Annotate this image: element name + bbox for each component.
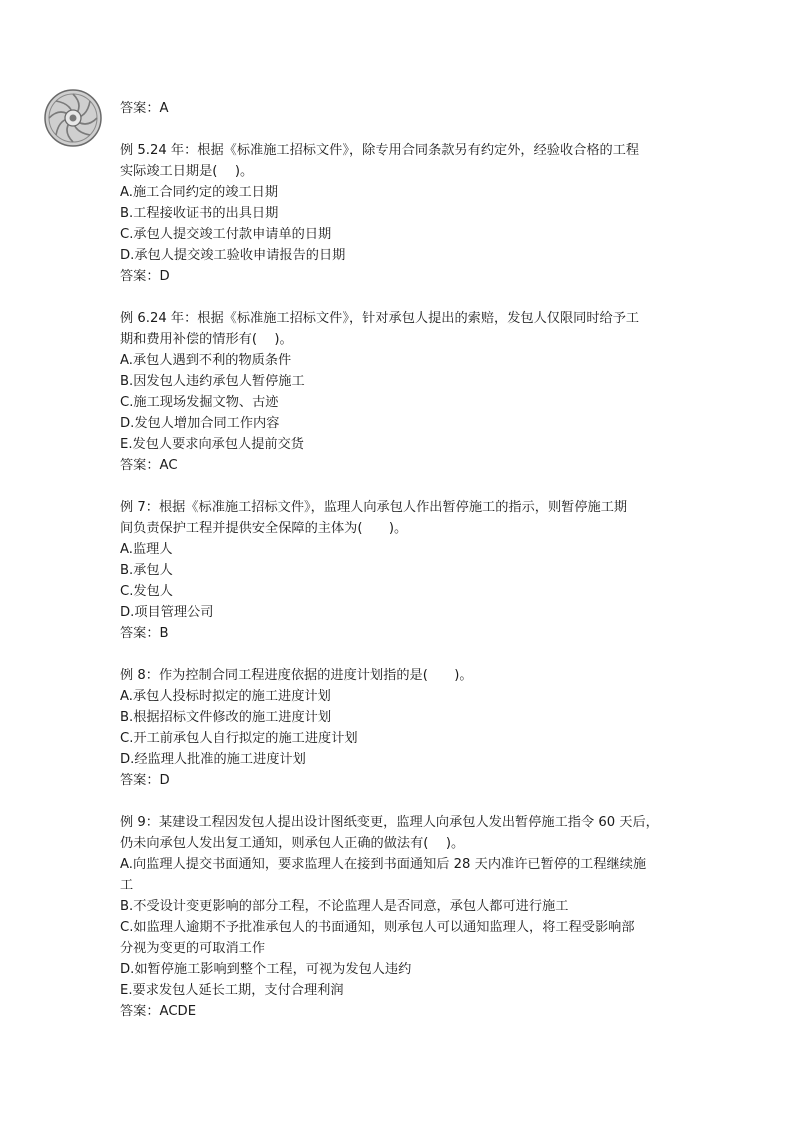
option-item: B.因发包人违约承包人暂停施工 <box>120 374 305 389</box>
option-item: A.监理人 <box>120 542 173 557</box>
option-item: E.要求发包人延长工期，支付合理利润 <box>120 983 344 998</box>
question-stem: 实际竣工日期是( )。 <box>120 164 254 179</box>
option-item: D.如暂停施工影响到整个工程，可视为发包人违约 <box>120 962 412 977</box>
question-stem: 期和费用补偿的情形有( )。 <box>120 332 293 347</box>
option-item: B.工程接收证书的出具日期 <box>120 206 279 221</box>
question-block <box>120 812 690 1022</box>
option-item: D.承包人提交竣工验收申请报告的日期 <box>120 248 346 263</box>
question-block <box>120 665 690 791</box>
question-block <box>120 497 690 644</box>
question-stem: 例 7：根据《标准施工招标文件》，监理人向承包人作出暂停施工的指示，则暂停施工期 <box>120 500 628 515</box>
option-item: A.承包人投标时拟定的施工进度计划 <box>120 689 331 704</box>
answer-text: 答案：AC <box>120 458 178 473</box>
answer-text: 答案：D <box>120 269 170 284</box>
option-item: D.发包人增加合同工作内容 <box>120 416 280 431</box>
option-item: B.根据招标文件修改的施工进度计划 <box>120 710 332 725</box>
answer-text: 答案：D <box>120 773 170 788</box>
option-item: C.如监理人逾期不予批准承包人的书面通知，则承包人可以通知监理人，将工程受影响部 <box>120 920 635 935</box>
question-stem: 例 8：作为控制合同工程进度依据的进度计划指的是( )。 <box>120 668 473 683</box>
answer-text: 答案：A <box>120 101 169 116</box>
option-item: 工 <box>120 878 134 893</box>
answer-text: 答案：ACDE <box>120 1004 197 1019</box>
question-stem: 例 5.24 年：根据《标准施工招标文件》，除专用合同条款另有约定外，经验收合格的工程 <box>120 143 640 158</box>
option-item: B.承包人 <box>120 563 173 578</box>
option-item: C.施工现场发掘文物、古迹 <box>120 395 279 410</box>
option-item: A.施工合同约定的竣工日期 <box>120 185 279 200</box>
seal-logo-icon <box>43 88 103 148</box>
option-item: B.不受设计变更影响的部分工程，不论监理人是否同意，承包人都可进行施工 <box>120 899 569 914</box>
option-item: E.发包人要求向承包人提前交货 <box>120 437 304 452</box>
question-stem: 间负责保护工程并提供安全保障的主体为( )。 <box>120 521 408 536</box>
document-body <box>120 98 690 1022</box>
option-item: C.承包人提交竣工付款申请单的日期 <box>120 227 332 242</box>
option-item: D.经监理人批准的施工进度计划 <box>120 752 306 767</box>
answer-text: 答案：B <box>120 626 169 641</box>
question-stem: 仍未向承包人发出复工通知，则承包人正确的做法有( )。 <box>120 836 465 851</box>
question-stem: 例 9：某建设工程因发包人提出设计图纸变更，监理人向承包人发出暂停施工指令 60 天后， <box>120 815 659 830</box>
option-item: A.向监理人提交书面通知，要求监理人在接到书面通知后 28 天内准许已暂停的工程继续施 <box>120 857 647 872</box>
question-stem: 例 6.24 年：根据《标准施工招标文件》，针对承包人提出的索赔，发包人仅限同时给予工 <box>120 311 640 326</box>
question-block <box>120 140 690 287</box>
question-block <box>120 308 690 476</box>
option-item: C.发包人 <box>120 584 173 599</box>
option-item: C.开工前承包人自行拟定的施工进度计划 <box>120 731 358 746</box>
option-item: D.项目管理公司 <box>120 605 214 620</box>
option-item: A.承包人遇到不利的物质条件 <box>120 353 292 368</box>
option-item: 分视为变更的可取消工作 <box>120 941 266 956</box>
